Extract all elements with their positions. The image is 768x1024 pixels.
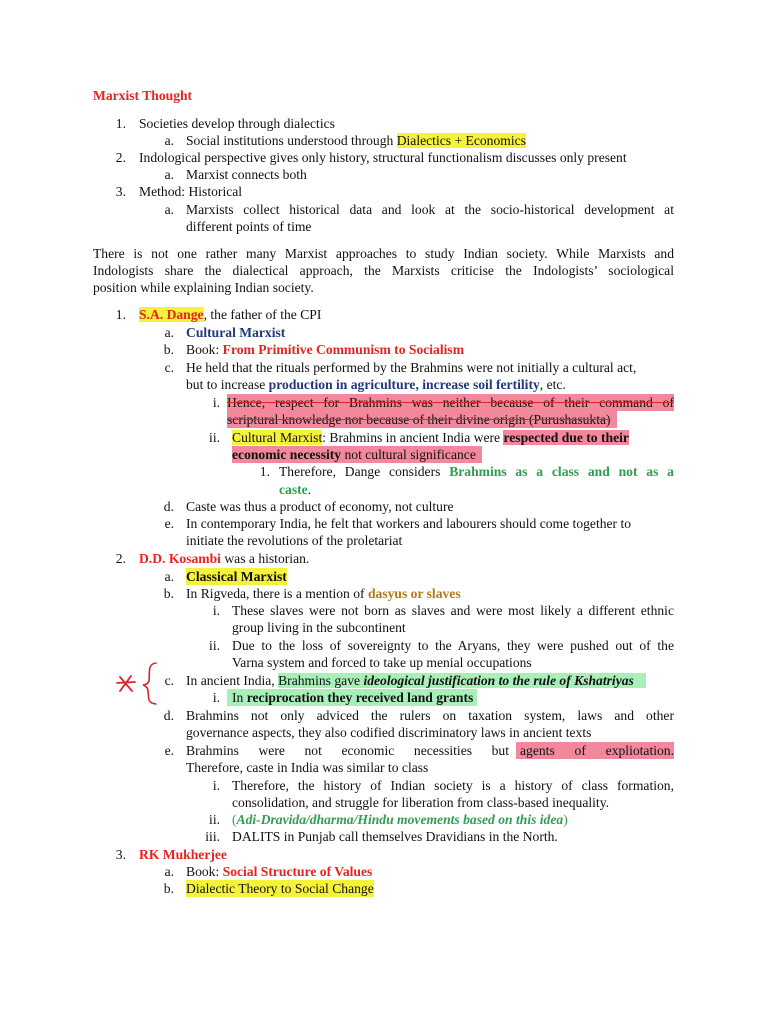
- list-item: Marxist connects both: [186, 167, 307, 182]
- list-marker: b.: [163, 342, 174, 357]
- list-marker: e.: [164, 516, 174, 531]
- list-item: He held that the rituals performed by the Brahmins were not initially a cultural act,: [186, 360, 637, 375]
- list-marker: i.: [212, 778, 220, 793]
- list-item: In contemporary India, he felt that workers and labourers should come together to: [186, 516, 632, 531]
- list-marker: b.: [163, 586, 174, 601]
- list-marker: d.: [163, 499, 174, 514]
- list-marker: ii.: [209, 812, 220, 827]
- list-item: In Rigveda, there is a mention of dasyus or slaves: [186, 586, 461, 601]
- list-item: Due to the loss of sovereignty to the Aryans, they were pushed out of the: [232, 638, 674, 653]
- list-marker: 3.: [115, 847, 126, 862]
- list-marker: a.: [164, 569, 174, 584]
- list-item: Cultural Marxist: [186, 325, 286, 340]
- person-name: D.D. Kosambi: [139, 551, 221, 566]
- list-item: In ancient India, Brahmins gave ideological justification to the rule of Kshatriyas: [186, 672, 646, 689]
- list-marker: 2.: [115, 150, 126, 165]
- list-marker: ii.: [209, 638, 220, 653]
- list-item: Societies develop through dialectics: [139, 116, 335, 131]
- person-name: RK Mukherjee: [139, 847, 227, 862]
- list-marker: d.: [163, 708, 174, 723]
- list-marker: i.: [212, 603, 220, 618]
- list-item: different points of time: [186, 219, 312, 234]
- list-item: Marxists collect historical data and look at the socio-historical development at: [186, 202, 674, 217]
- highlight: Dialectics + Economics: [396, 133, 526, 148]
- page-title: Marxist Thought: [93, 88, 193, 103]
- list-item: These slaves were not born as slaves and were most likely a different ethnic: [232, 603, 674, 618]
- list-marker: a.: [164, 864, 174, 879]
- list-item: caste.: [279, 482, 312, 497]
- list-item: Brahmins not only adviced the rulers on taxation system, laws and other: [186, 708, 674, 723]
- list-marker: 1.: [115, 116, 126, 131]
- list-item: Varna system and forced to take up menial occupations: [232, 655, 532, 670]
- list-item: Classical Marxist: [186, 569, 287, 584]
- list-marker: iii.: [205, 829, 220, 844]
- paragraph-line: position while explaining Indian society.: [93, 280, 314, 295]
- list-marker: i.: [212, 395, 220, 410]
- list-item: Therefore, Dange considers Brahmins as a class and not as a: [279, 464, 674, 479]
- list-item: Book: From Primitive Communism to Socialism: [186, 342, 465, 357]
- list-marker: c.: [164, 673, 174, 688]
- list-item: (Adi-Dravida/dharma/Hindu movements based on this idea): [232, 812, 568, 827]
- list-item: Dialectic Theory to Social Change: [186, 881, 374, 896]
- section-heading: S.A. Dange, the father of the CPI: [139, 307, 322, 322]
- book-title: Social Structure of Values: [222, 864, 373, 879]
- list-item: Social institutions understood through Dialectics + Economics: [186, 133, 526, 148]
- list-item: agents of expliotation.: [516, 742, 674, 759]
- list-item: Caste was thus a product of economy, not culture: [186, 499, 454, 514]
- list-item: scriptural knowledge nor because of their divine origin (Purushasukta): [227, 411, 617, 428]
- list-item: initiate the revolutions of the proletariat: [186, 533, 403, 548]
- section-heading: D.D. Kosambi was a historian.: [139, 551, 310, 566]
- list-marker: 1.: [115, 307, 126, 322]
- book-title: From Primitive Communism to Socialism: [222, 342, 465, 357]
- list-item: economic necessity not cultural significance: [232, 446, 482, 463]
- list-marker: b.: [163, 881, 174, 896]
- list-item: Cultural Marxist: Brahmins in ancient India were respected due to their: [232, 430, 629, 445]
- list-item: Book: Social Structure of Values: [186, 864, 373, 879]
- list-item: governance aspects, they also codified discriminatory laws in ancient texts: [186, 725, 592, 740]
- list-marker: ii.: [209, 430, 220, 445]
- list-marker: 1.: [259, 464, 270, 479]
- list-marker: i.: [212, 690, 220, 705]
- person-name: S.A. Dange: [139, 307, 204, 322]
- list-item: Therefore, the history of Indian society is a history of class formation,: [232, 778, 674, 793]
- list-marker: a.: [164, 202, 174, 217]
- list-item: Brahmins were not economic necessities but: [186, 743, 509, 758]
- list-marker: a.: [164, 167, 174, 182]
- paragraph-line: Indologists share the dialectical approach, the Marxists criticise the Indologists’ sociological: [93, 263, 674, 278]
- list-item: Therefore, caste in India was similar to class: [186, 760, 429, 775]
- list-marker: e.: [164, 743, 174, 758]
- list-item: group living in the subcontinent: [232, 620, 406, 635]
- list-item: but to increase production in agriculture, increase soil fertility, etc.: [186, 377, 566, 392]
- list-marker: a.: [164, 133, 174, 148]
- list-marker: c.: [164, 360, 174, 375]
- list-marker: 3.: [115, 184, 126, 199]
- list-item: Indological perspective gives only history, structural functionalism discusses only present: [139, 150, 627, 165]
- list-item: consolidation, and struggle for liberation from class-based inequality.: [232, 795, 610, 810]
- list-marker: a.: [164, 325, 174, 340]
- list-item: DALITS in Punjab call themselves Dravidians in the North.: [232, 829, 558, 844]
- list-item: Hence, respect for Brahmins was neither because of their command of: [227, 395, 674, 410]
- list-marker: 2.: [115, 551, 126, 566]
- list-item: In reciprocation they received land grants: [227, 689, 477, 706]
- paragraph-line: There is not one rather many Marxist approaches to study Indian society. While Marxists and: [93, 246, 674, 261]
- list-item: Method: Historical: [139, 184, 243, 199]
